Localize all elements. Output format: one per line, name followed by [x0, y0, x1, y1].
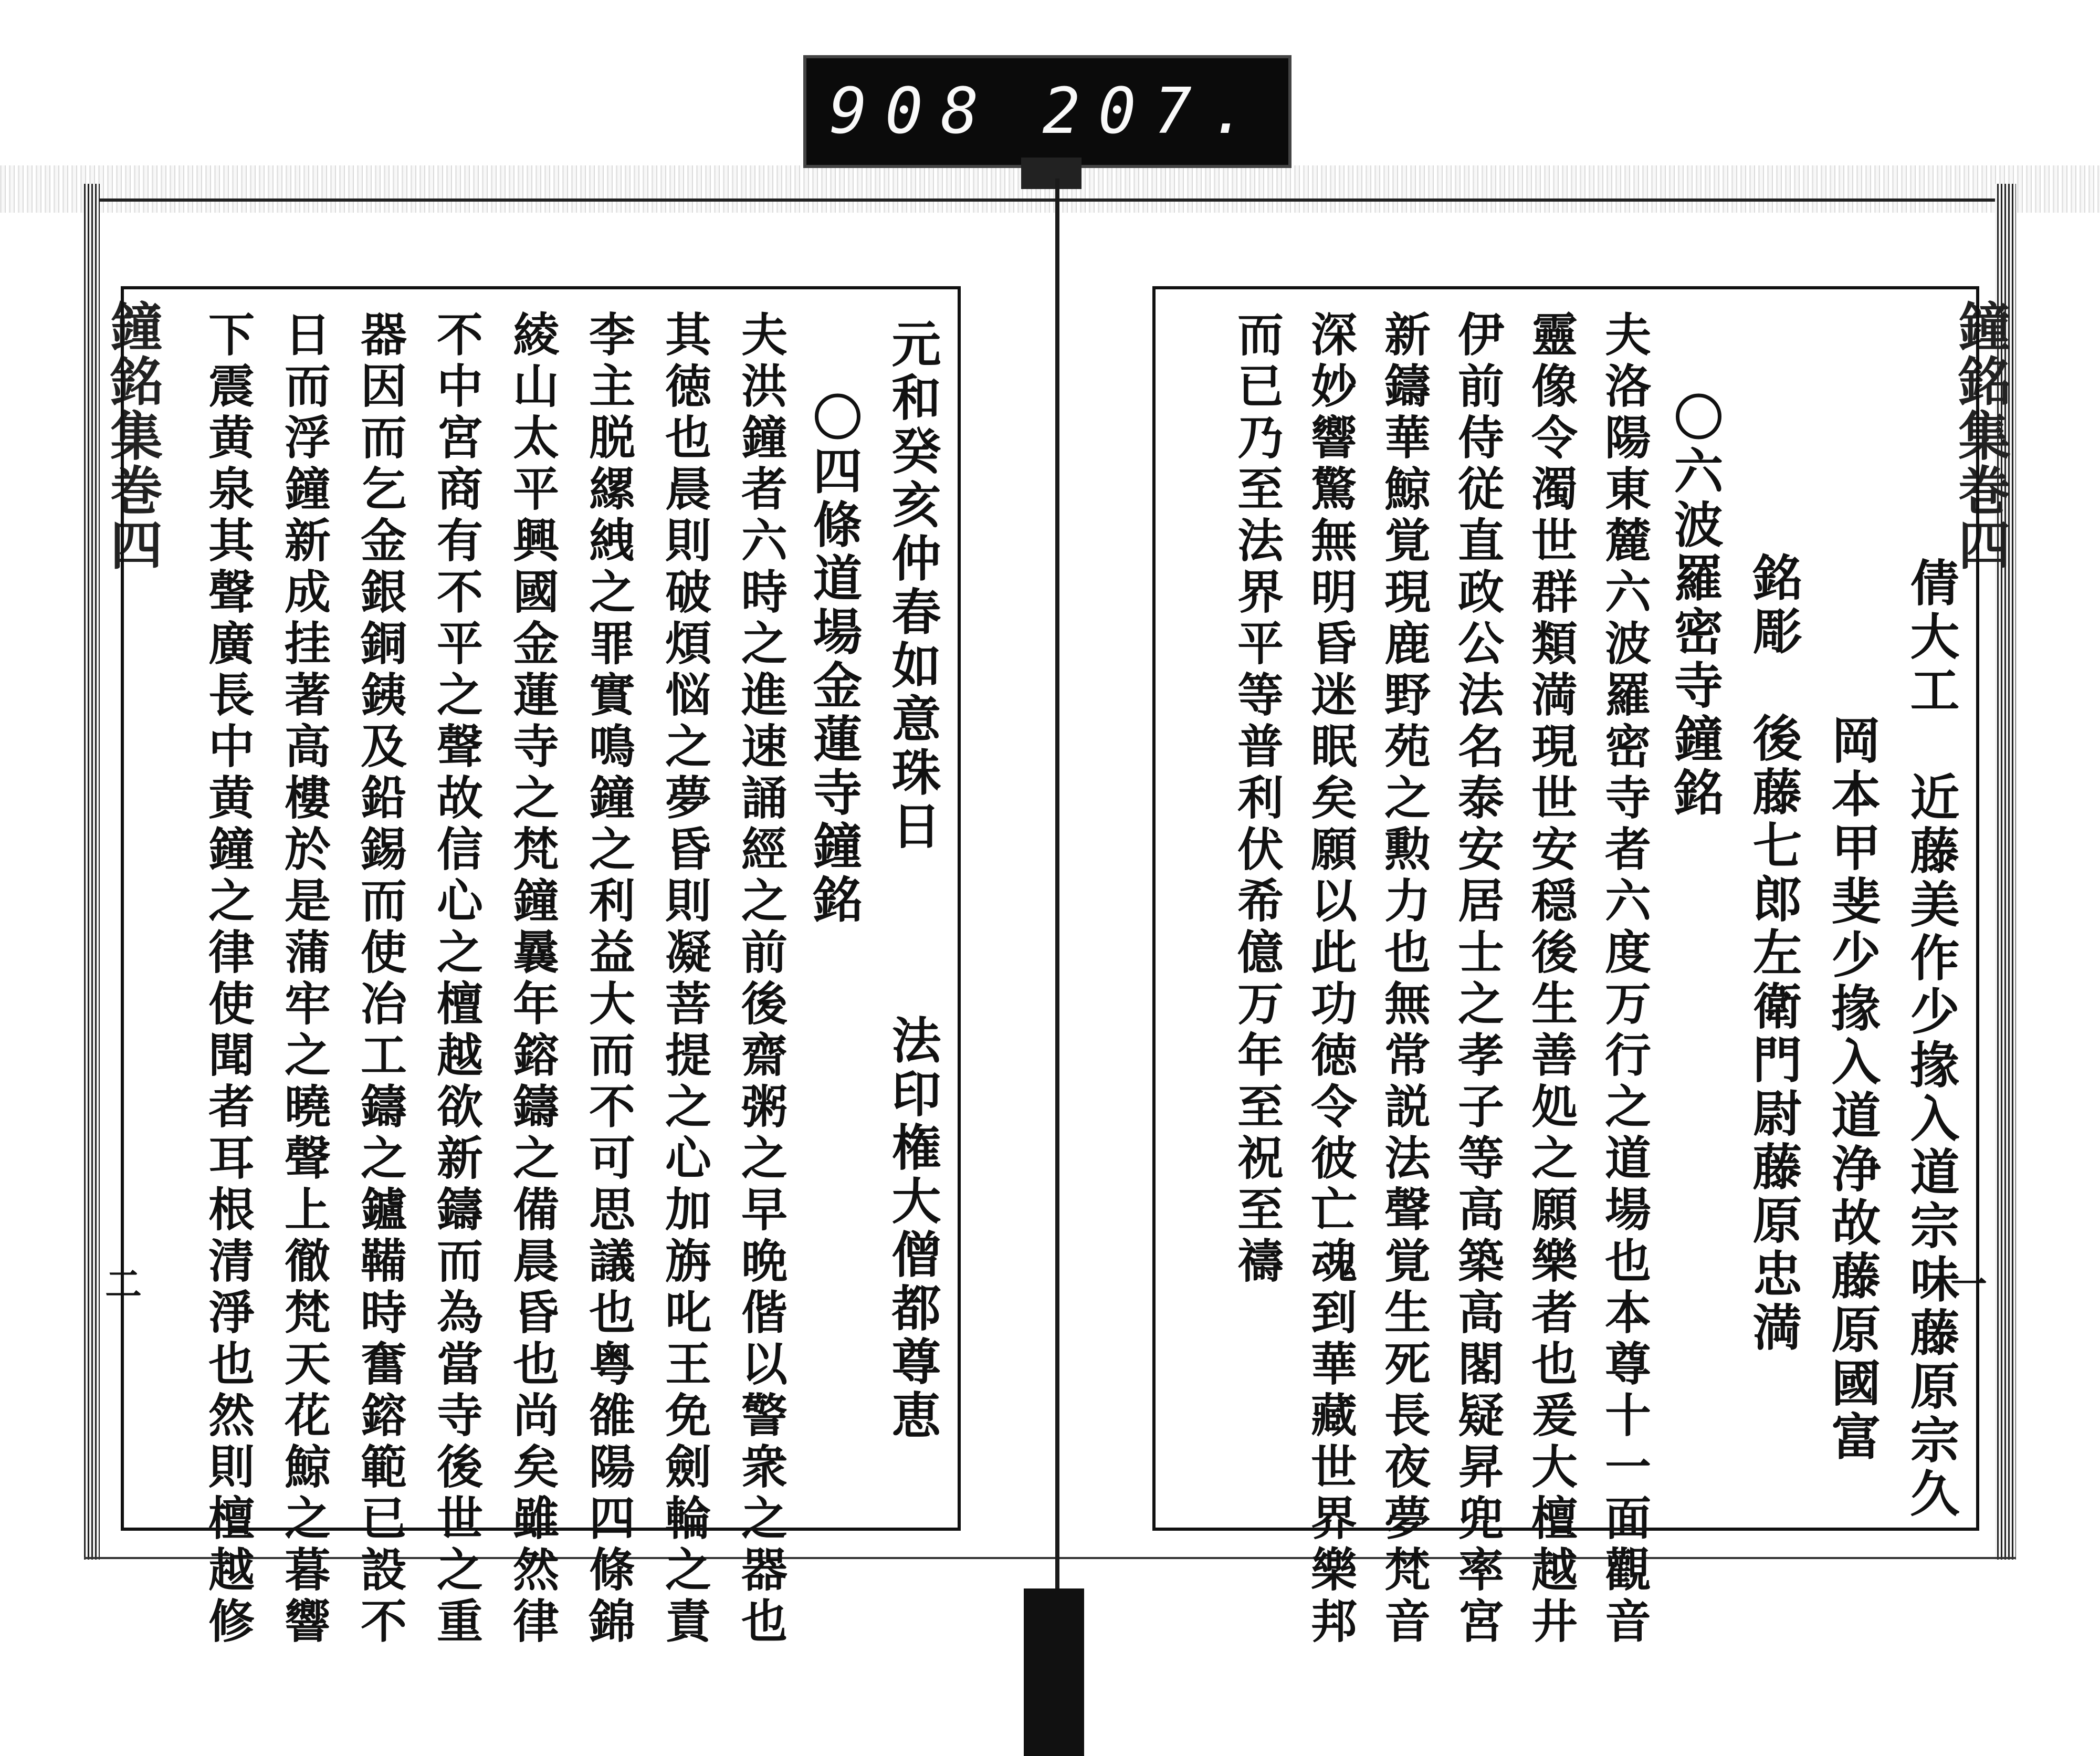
- call-number-right: 207.: [1042, 75, 1266, 148]
- call-number-label: [803, 55, 1292, 168]
- right-column-7: 伊前侍従直政公法名泰安居士之孝子等高築高閣疑昇兜率宮: [1451, 310, 1505, 1648]
- left-column-8: 器因而乞金銀銅銕及鉛錫而使冶工鑄之鑪鞴時奮鎔範已設不: [353, 310, 408, 1648]
- right-column-1: 倩大工 近藤美作少掾入道宗味藤原宗久: [1902, 557, 1959, 1521]
- right-column-2: 岡本甲斐少掾入道浄故藤原國富: [1823, 715, 1881, 1465]
- right-page-text-frame: [1152, 286, 1979, 1648]
- right-column-10: 而已乃至法界平等普利伏希億万年至祝至禱: [1230, 310, 1285, 1288]
- left-column-7: 不中宮商有不平之聲故信心之檀越欲新鑄而為當寺後世之重: [429, 310, 484, 1648]
- spine-top: [1021, 158, 1082, 189]
- call-number-left: 908: [829, 75, 997, 148]
- left-column-1: 元和癸亥仲春如意珠日 法印権大僧都尊恵: [883, 318, 941, 1443]
- spine-bottom: [1024, 1588, 1084, 1756]
- right-page-number: 一: [1950, 1262, 1987, 1306]
- right-page-top-edge: [1059, 198, 1999, 202]
- left-page-text-frame: [121, 286, 961, 1648]
- left-page-margin-title: 鐘銘集巻四: [101, 299, 163, 572]
- left-column-10: 下震黄泉其聲廣長中黄鐘之律使聞者耳根清淨也然則檀越修: [201, 310, 256, 1648]
- right-column-6: 靈像令濁世群類満現世安穏後生善処之願樂者也爰大檀越井: [1524, 310, 1579, 1648]
- left-column-2: 〇四條道場金蓮寺鐘銘: [804, 392, 862, 927]
- left-column-4: 其徳也晨則破煩悩之夢昏則凝菩提之心加旃叱王免劍輪之責: [658, 310, 712, 1648]
- right-column-5: 夫洛陽東麓六波羅密寺者六度万行之道場也本尊十一面觀音: [1598, 310, 1652, 1648]
- right-column-9: 深妙響驚無明昏迷眠矣願以此功徳令彼亡魂到華藏世界樂邦: [1304, 310, 1358, 1648]
- left-page-number: 二: [105, 1262, 142, 1306]
- left-column-9: 日而浮鐘新成挂著高樓於是蒲牢之曉聲上徹梵天花鯨之暮響: [277, 310, 332, 1648]
- left-page-top-edge: [84, 198, 1055, 202]
- right-column-8: 新鑄華鯨覚現鹿野苑之勲力也無常説法聲覚生死長夜夢梵音: [1377, 310, 1432, 1648]
- left-column-6: 綾山太平興國金蓮寺之梵鐘曩年鎔鑄之備晨昏也尚矣雖然律: [506, 310, 560, 1648]
- book-gutter: [1055, 179, 1059, 1596]
- right-column-4: 〇六波羅密寺鐘銘: [1665, 392, 1723, 820]
- right-column-3: 銘彫 後藤七郎左衛門尉藤原忠満: [1744, 552, 1802, 1355]
- left-column-5: 李主脱縲絏之罪實鳴鐘之利益大而不可思議也粤雒陽四條錦: [582, 310, 636, 1648]
- left-column-3: 夫洪鐘者六時之進速誦經之前後齋粥之早晩偕以警衆之器也: [734, 310, 789, 1648]
- right-page-margin-title: 鐘銘集巻四: [1949, 299, 2011, 572]
